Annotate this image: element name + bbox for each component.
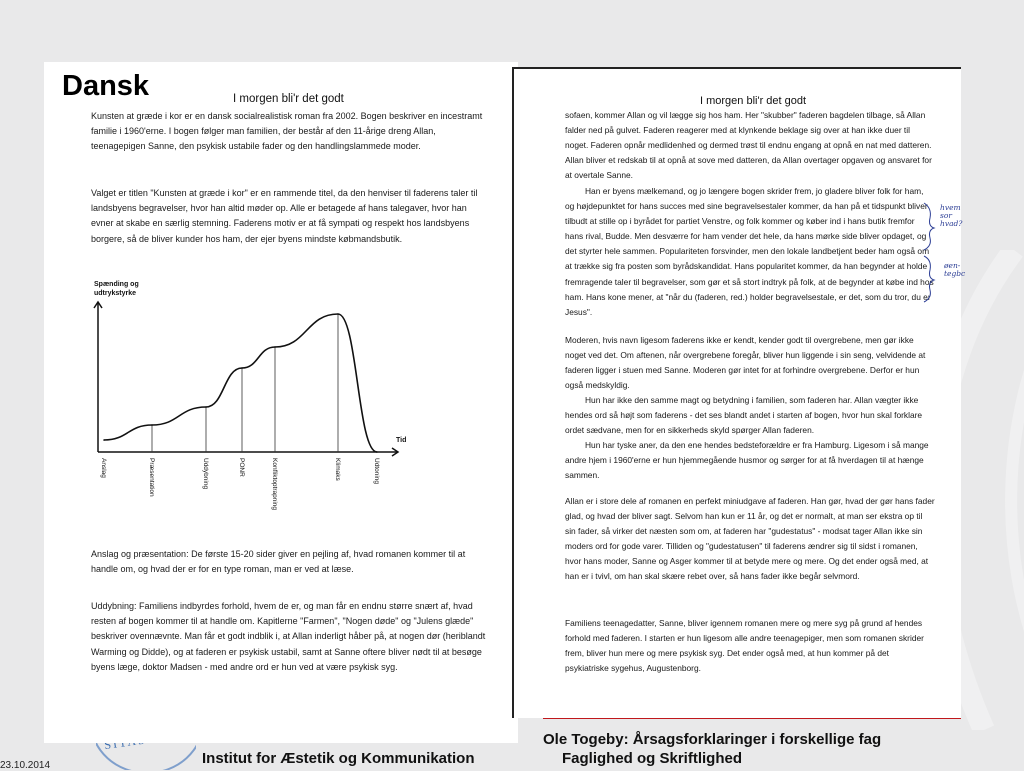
right-paragraph-3: Moderen, hvis navn ligesom faderens ikke er kendt, kender godt til overgrebene, men gør ikke noget ved det. Om aftenen, når overgrebene foregår, bliver hun liggende i sin seng, velvidende at faderen ligger i stuen med Sanne. Moderen gør intet for at forhindre overgrebene. Derfor er hun også medskyldig. [565,335,926,391]
right-paragraph-4: Hun har ikke den samme magt og betydning i familien, som faderen har. Allan vægter ikke hendes ord så højt som faderens - det ses blandt andet i starten af bogen, hvor hun skal forklare ordet sædvane, men for en sikkerheds skyld spørger Allan faderen. [565,395,923,436]
curve-point-anslag [103,439,105,441]
slide-title: Dansk [62,70,150,102]
margin-brackets [922,198,942,308]
left-paragraph-3: Anslag og præsentation: De første 15-20 sider giver en pejling af, hvad romanen kommer til at handle om, og hvad der er for en type roman, man er ved at læse. [91,549,466,575]
right-paragraph-5: Hun har tyske aner, da den ene hendes bedsteforældre er fra Hamburg. Ligesom i så mange andre hjem i 1960'erne er hun hjemmegående husmor og sørger for at få hverdagen til at hænge sammen. [565,440,929,481]
tick-label-konfliktoptrapning: Konfliktoptrapning [271,458,278,511]
tick-label-anslag: Anslag [100,458,107,478]
right-paragraph-1: sofaen, kommer Allan og vil lægge sig hos ham. Her "skubber" faderen bagdelen tilbage, så Allan falder ned på gulvet. Faderen reagerer med at klynkende beklage sig over at han ikke duer til noget. Faderen opnår medlidenhed og dermed trøst til endnu engang at opnå en nat med datteren. Allan bliver et redskab til at opnå at sove med datteren, da Allan overtager opgaven og ansvaret for at overtale Sanne. [565,110,932,181]
slide-date: 23.10.2014 [0,760,51,771]
story-curve-chart [86,272,416,532]
x-axis-label: Tid [396,437,407,444]
right-paragraph-6: Allan er i store dele af romanen en perfekt miniudgave af faderen. Han gør, hvad der gør hans fader glad, og hvad der bliver sagt. Selvom han kun er 11 år, og det er normalt, at man ser ekstra op til sin fader, så virker det næsten som om, at faderen har "gudestatus" - modsat tager Allan ikke sin moders ord for gode varer. Tilliden og "gudestatusen" til faderens ændrer sig til sidst i romanen, hvor hans moder, Sanne og Asger kommer til at betyde mere og mere. Og det ender også med, at han er i tvivl, om han skal skære rebet over, så hans fader ikke begår selvmord. [565,496,935,582]
tick-label-uddybning: Uddybning [202,458,209,490]
tick-label-præsentation: Præsentation [148,458,155,497]
left-paragraph-4: Uddybning: Familiens indbyrdes forhold, hvem de er, og man får en endnu større snært af, hvad resten af bogen kommer til at handle om. Kapitlerne "Farmen", "Nogen døde" og "Julens glæde" beskriver ovennævnte. Man får et godt indblik i, at Allan inderligt håber på, at nogen dør (heriblandt Warming og Didde), og at faderen er psykisk ustabil, samt at Sanne oftere bliver nødt til at besøge byens læge, doktor Madsen - med andre ord er hun ved at være psykisk syg. [91,601,486,672]
curve-point-uddybning [205,406,207,408]
right-paragraph-2: Han er byens mælkemand, og jo længere bogen skrider frem, jo gladere bliver folk for ham, og højdepunktet for hans succes med sine begravelsestaler kommer, da han på et tidspunkt bliver tilbudt at stille op i byrådet for partiet Venstre, og folk kommer og køber ind i hans butik fremfor hans rival, Budde. Men desværre for ham vender det hele, da hans mørke side bliver opdaget, og det styrter hele sammen. Populariteten forsvinder, men den lokale landbetjent beder ham også om at trække sig fra posten som byrådskandidat. Hans popularitet kommer, da han begynder at holde fremragende taler til begravelser, som gør et så stort indtryk på folk, at de begynder at købe ind hos ham. Hans kone mener, at "når du (faderen, red.) holder begravelsestale, er det, som du tror, du er Jesus". [565,186,934,317]
curve-point-ponr [241,367,243,369]
footer-institute: Institut for Æstetik og Kommunikation [202,750,475,767]
curve-point-konfliktoptrapning [274,346,276,348]
footer-author-line1: Ole Togeby: Årsagsforklaringer i forskellige fag [543,731,882,748]
right-paragraph-7: Familiens teenagedatter, Sanne, bliver igennem romanen mere og mere syg på grund af hendes forhold med faderen. I starten er hun ligesom alle andre teenagepiger, men som romanen skrider frem, bliver hun mere og mere psykisk syg. Det ender også med, at hun kommer på det psykiatriske sygehus, Augustenborg. [565,618,924,674]
margin-note-2: øen- tegbc [944,261,966,278]
story-curve-line [104,314,377,452]
margin-note-1: hvem sor hvad? [940,203,963,228]
tick-label-udtoning: Udtoning [373,458,380,485]
curve-point-udtoning [376,451,378,453]
curve-point-præsentation [151,424,153,426]
left-paragraph-2: Valget er titlen "Kunsten at græde i kor" er en rammende titel, da den henviser til faderens taler til landsbyens begravelser, hvor han altid møder op. Alle er betagede af hans talegaver, hvor han evner at skabe en særlig stemning. Faderens motiv er at få sympati og respekt hos landsbyens borgere, så de bliver kunder hos ham, der ejer byens mindste købmandsbutik. [91,188,478,244]
y-axis-label-line2: udtrykstyrke [94,290,137,297]
tick-label-klimaks: Klimaks [334,458,341,481]
tick-label-ponr: PONR [238,458,245,477]
left-page-heading: I morgen bli'r det godt [233,93,344,105]
left-paragraph-1: Kunsten at græde i kor er en dansk socialrealistisk roman fra 2002. Bogen beskriver en incestramt familie i 1960'erne. I bogen følger man familien, der består af den 11-årige dreng Allan, teenagepigen Sanne, den psykisk ustabile fader og den handlingslammede moder. [91,111,483,152]
curve-point-klimaks [337,313,339,315]
footer-author-line2: Faglighed og Skriftlighed [562,750,742,767]
right-page-heading: I morgen bli'r det godt [700,95,807,107]
y-axis-label-line1: Spænding og [94,281,139,288]
